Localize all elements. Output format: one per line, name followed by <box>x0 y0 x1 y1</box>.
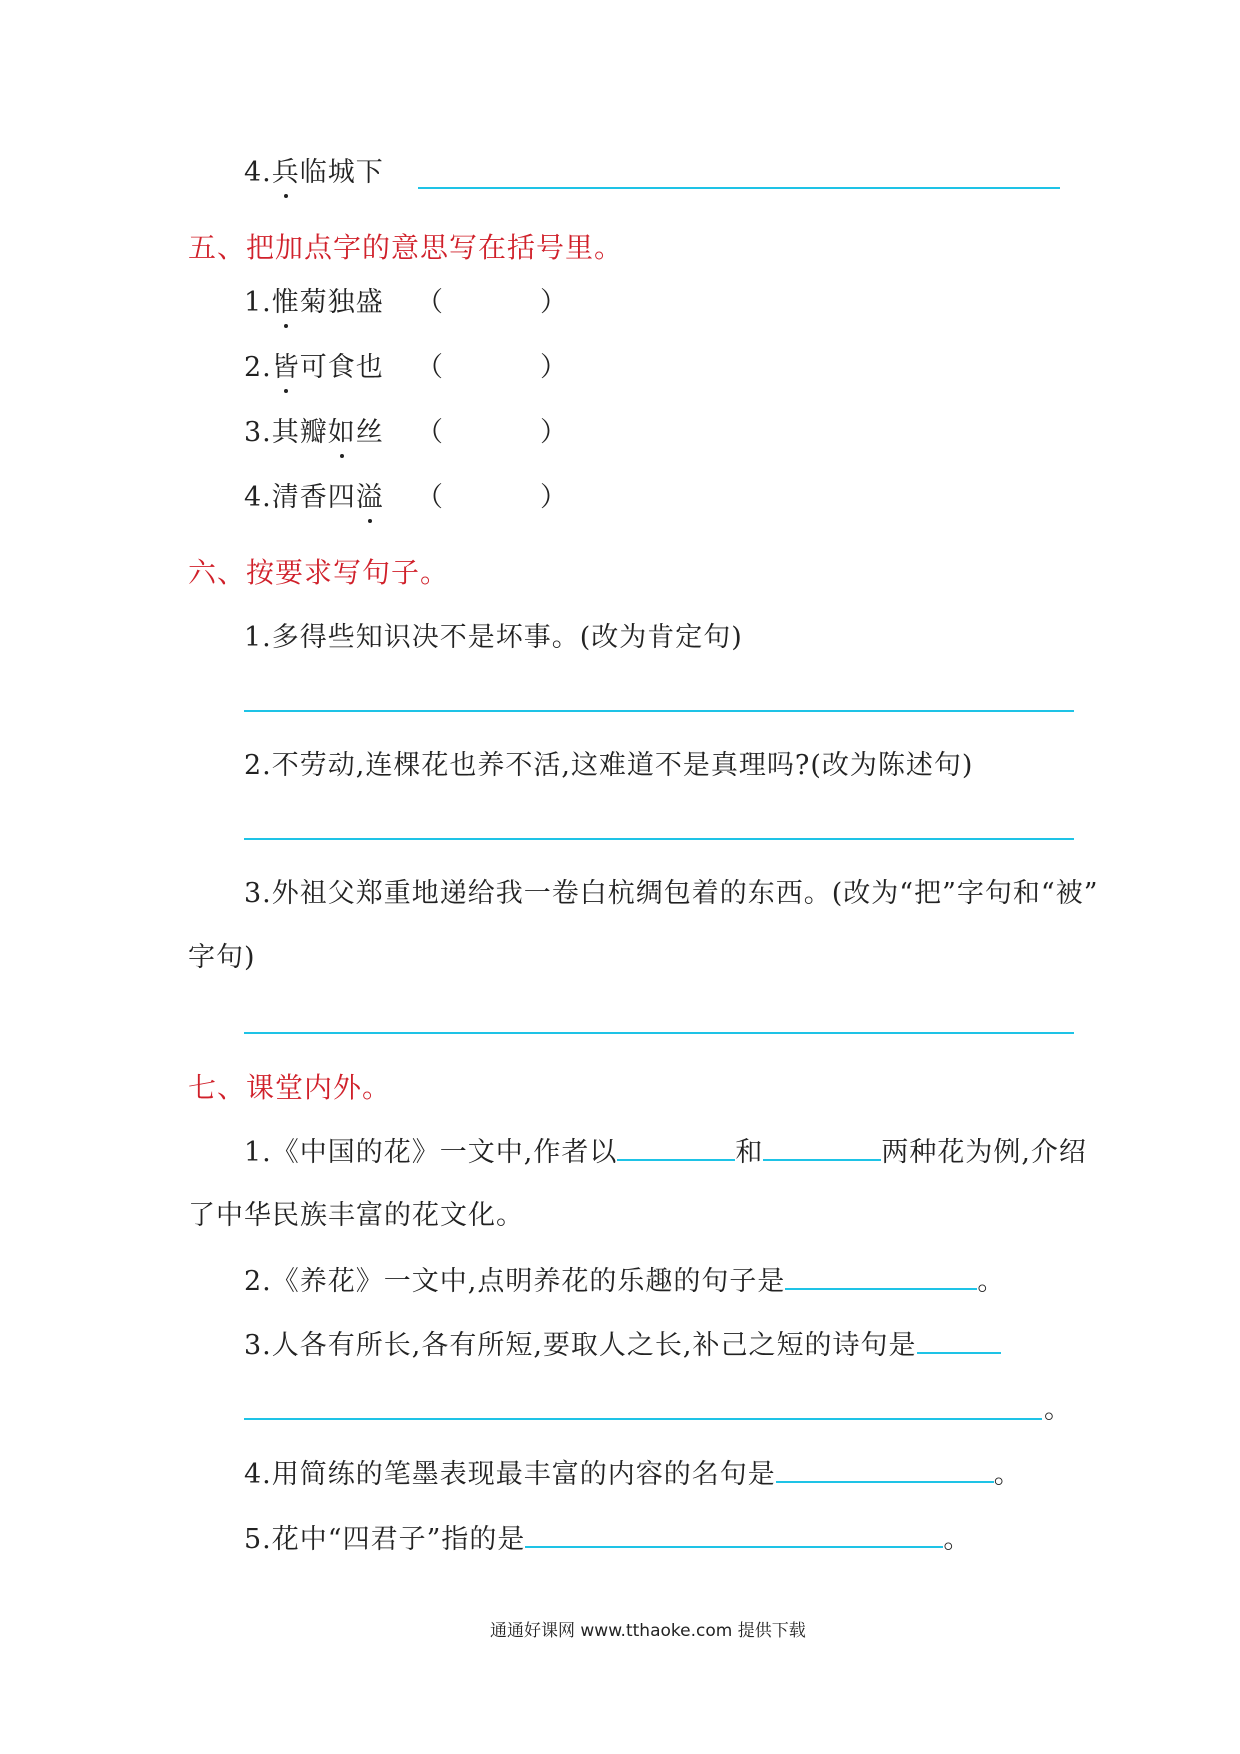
dotted-char: 皆 <box>272 350 300 386</box>
open-paren: （ <box>416 482 443 513</box>
question-text: 3.人各有所长,各有所短,要取人之长,补己之短的诗句是 <box>244 1330 917 1361</box>
item-text: 可食也 <box>299 352 384 383</box>
section5-heading: 五、把加点字的意思写在括号里。 <box>188 231 624 264</box>
open-paren: （ <box>416 352 443 383</box>
s7-question-1 <box>244 1133 1087 1171</box>
s7-question-3 <box>244 1326 1001 1364</box>
item-number: 3. <box>244 417 272 448</box>
s6-question-2: 2.不劳动,连棵花也养不活,这难道不是真理吗?(改为陈述句) <box>244 750 974 781</box>
fill-blank[interactable] <box>763 1133 881 1161</box>
section7-heading: 七、课堂内外。 <box>188 1071 392 1104</box>
section6-heading: 六、按要求写句子。 <box>188 556 450 589</box>
item-number: 2. <box>244 352 272 383</box>
open-paren: （ <box>416 287 443 318</box>
answer-line[interactable] <box>244 1032 1074 1034</box>
s5-item-1 <box>244 285 384 321</box>
dotted-char: 惟 <box>272 285 300 321</box>
question-text: 。 <box>977 1266 1006 1297</box>
question-text: 。 <box>943 1524 972 1555</box>
fill-blank[interactable] <box>617 1133 735 1161</box>
s5-item-4 <box>244 480 384 516</box>
fill-blank[interactable] <box>776 1455 994 1483</box>
item-text: 其瓣 <box>271 417 328 448</box>
s6-question-3-line1: 3.外祖父郑重地递给我一卷白杭绸包着的东西。(改为“把”字句和“被” <box>244 878 1099 909</box>
s7-question-1-line2: 了中华民族丰富的花文化。 <box>188 1200 524 1231</box>
answer-line[interactable] <box>244 710 1074 712</box>
close-paren: ） <box>540 417 567 448</box>
fill-blank[interactable] <box>525 1520 943 1548</box>
fill-blank[interactable] <box>785 1262 977 1290</box>
question-text: 。 <box>993 1459 1022 1490</box>
s7-question-4 <box>244 1455 1022 1493</box>
open-paren: （ <box>416 417 443 448</box>
answer-line[interactable] <box>418 187 1060 189</box>
question-text: 和 <box>735 1137 764 1168</box>
question-text: 5.花中“四君子”指的是 <box>244 1524 526 1555</box>
dotted-char: 如 <box>328 415 356 451</box>
period: 。 <box>1044 1394 1072 1425</box>
question-text: 2.《养花》一文中,点明养花的乐趣的句子是 <box>244 1266 786 1297</box>
footer-credit: 通通好课网 www.tthaoke.com 提供下载 <box>490 1621 806 1641</box>
s5-item-2 <box>244 350 384 386</box>
s7-question-2 <box>244 1262 1005 1300</box>
question-text: 两种花为例,介绍 <box>881 1137 1087 1168</box>
s6-question-1: 1.多得些知识决不是坏事。(改为肯定句) <box>244 622 743 653</box>
item-text: 丝 <box>355 417 384 448</box>
item-text: 临城下 <box>299 157 384 188</box>
s7-question-5 <box>244 1520 971 1558</box>
close-paren: ） <box>540 482 567 513</box>
dotted-char: 兵 <box>272 155 300 191</box>
fill-blank[interactable] <box>917 1326 1001 1354</box>
item-text: 清香四 <box>271 482 356 513</box>
item-number: 1. <box>244 287 272 318</box>
s4-item-4 <box>244 155 384 191</box>
question-text: 4.用简练的笔墨表现最丰富的内容的名句是 <box>244 1459 776 1490</box>
close-paren: ） <box>540 352 567 383</box>
s6-question-3-line2: 字句) <box>188 942 256 973</box>
dotted-char: 溢 <box>356 480 384 516</box>
s5-item-3 <box>244 415 384 451</box>
answer-line[interactable] <box>244 838 1074 840</box>
question-text: 1.《中国的花》一文中,作者以 <box>244 1137 618 1168</box>
answer-line[interactable] <box>244 1418 1042 1420</box>
close-paren: ） <box>540 287 567 318</box>
item-text: 菊独盛 <box>299 287 384 318</box>
item-number: 4. <box>244 482 272 513</box>
item-number: 4. <box>244 157 272 188</box>
